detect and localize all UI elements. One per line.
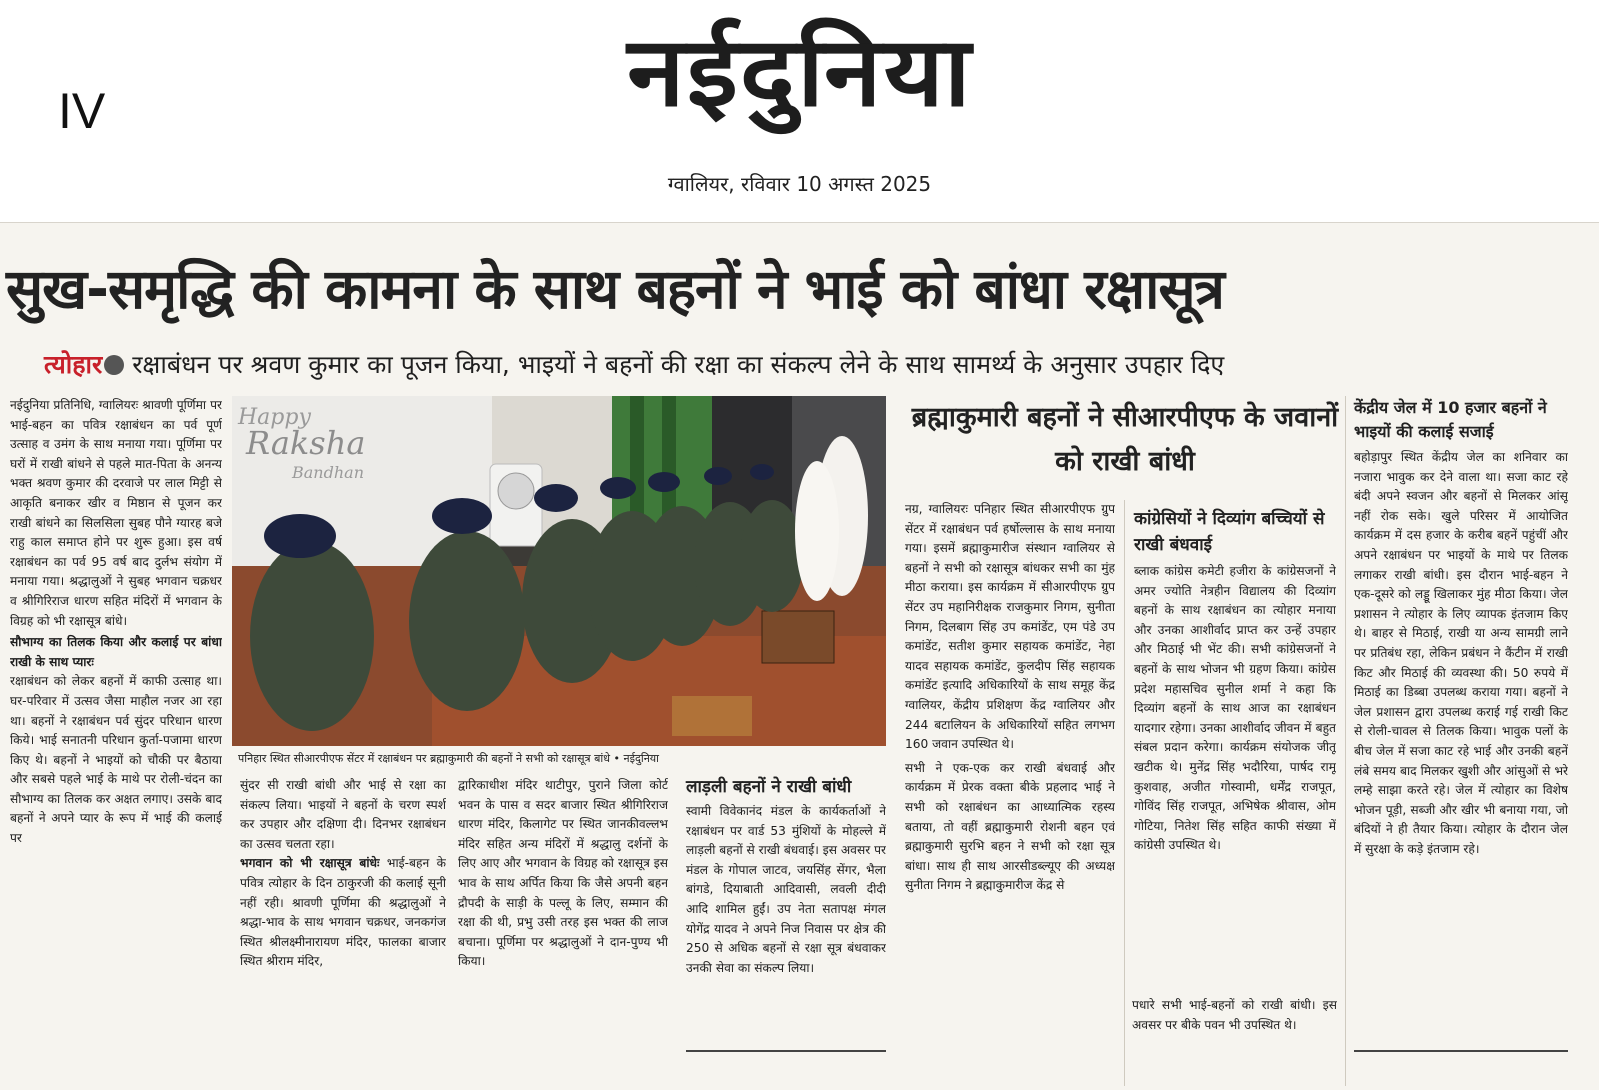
crpf-para-2: सभी ने एक-एक कर राखी बंधवाई और कार्यक्रम में प्रेरक वक्ता बीके प्रहलाद भाई ने सभी को रक्षाबंधन का आध्यात्मिक रहस्य बताया, तो वहीं ब्रह्माकुमारी रोशनी बहन एवं ब्रह्माकुमारी सुरभि बहन ने सभी को रक्षा सूत्र बांधा। साथ ही साथ आरसीडब्ल्यूए की अध्यक्ष सुनीता निगम ने ब्रह्माकुमारीज केंद्र से [905, 760, 1115, 893]
photo-caption: पनिहार स्थित सीआरपीएफ सेंटर में रक्षाबंधन पर ब्रह्माकुमारी की बहनों ने सभी को रक्षासूत्र बांधे • नईदुनिया [238, 752, 660, 765]
banner-happy: Happy [238, 405, 311, 430]
banner-bandhan: Bandhan [292, 463, 364, 482]
crpf-para-1: नग्र, ग्वालियरः पनिहार स्थित सीआरपीएफ ग्रुप सेंटर में रक्षाबंधन पर्व हर्षोल्लास के साथ मनाया गया। इसमें ब्रह्माकुमारीज संस्थान ग्वालियर से बहनों ने सभी को रक्षासूत्र बांधकर सभी का मुंह मीठा कराया। इस कार्यक्रम में सीआरपीएफ ग्रुप सेंटर उप महानिरीक्षक राजकुमार निगम, सुनीता निगम, दिलबाग सिंह उप कमांडेंट, एम पंडे उप कमांडेंट, सतीश कुमार सहायक कमांडेंट, नेहा यादव सहायक कमांडेंट, कुलदीप सिंह सहायक कमांडेंट इत्यादि अधिकारियों के साथ समूह केंद्र ग्वालियर, केंद्रीय प्रशिक्षण केंद्र ग्वालियर और 244 बटालियन के अधिकारियों सहित लगभग 160 जवान उपस्थित थे। [905, 502, 1115, 752]
col1-para-1: नईदुनिया प्रतिनिधि, ग्वालियरः श्रावणी पूर्णिमा पर भाई-बहन का पवित्र रक्षाबंधन का पर्व पूर्ण उत्साह व उमंग के साथ मनाया गया। पूर्णिमा पर घरों में राखी बांधने से पहले मात-पिता के अनन्य भक्त श्रवण कुमार की दरवाजे पर लाल मिट्टी से आकृति बनाकर खीर व मिष्ठान से पूजन कर राखी बांधने का सिलसिला सुबह पौने ग्यारह बजे राहु काल समाप्त होने पर शुरू हुआ। इस वर्ष रक्षाबंधन का पर्व 95 वर्ष बाद दुर्लभ संयोग में मनाया गया। श्रद्धालुओं ने सुबह भगवान चक्रधर व श्रीगिरिराज धारण सहित मंदिरों में भगवान के विग्रह को भी रक्षासूत्र बांधे। [10, 398, 222, 628]
rule-ladli [686, 1050, 886, 1052]
col2-para-1: सुंदर सी राखी बांधी और भाई से रक्षा का संकल्प लिया। भाइयों ने बहनों के चरण स्पर्श कर उपहार और दक्षिणा दी। दिनभर रक्षाबंधन का उत्सव चलता रहा। [240, 778, 446, 851]
col2-subhead-text: भगवान को भी रक्षासूत्र बांधेः [240, 856, 380, 871]
col1-para-2: रक्षाबंधन को लेकर बहनों में काफी उत्साह था। घर-परिवार में उत्सव जैसा माहौल नजर आ रहा था। बहनों ने रक्षाबंधन पर्व सुंदर परिधान धारण किये। भाई सनातनी परिधान कुर्ता-पजामा धारण किए थे। बहनों ने भाइयों को चौकी पर बैठाया और सबसे पहले भाई के माथे पर रोली-चंदन का सौभाग्य का तिलक कर अक्षत लगाए। उसके बाद बहनों ने अपने प्यार के रूप में भाई की कलाई पर [10, 674, 222, 846]
deck-text: रक्षाबंधन पर श्रवण कुमार का पूजन किया, भाइयों ने बहनों की रक्षा का संकल्प लेने के साथ सामर्थ्य के अनुसार उपहार दिए [132, 350, 1225, 379]
masthead: नईदुनिया [627, 16, 973, 128]
story-ladli-body [686, 802, 886, 1052]
story-crpf-col-b [1132, 996, 1337, 1086]
story-jail-body [1354, 448, 1568, 1048]
deck-tag: त्योहार [44, 350, 103, 379]
column-2 [240, 776, 446, 1088]
col2-subhead [240, 854, 446, 972]
story-congress-body [1134, 562, 1336, 988]
column-divider [1345, 396, 1346, 1086]
col2-para-2: भाई-बहन के पवित्र त्योहार के दिन ठाकुरजी की कलाई सूनी नहीं रही। श्रावणी पूर्णिमा की श्रद्धालुओं ने श्रद्धा-भाव के साथ भगवान चक्रधर, जनकगंज स्थित श्रीलक्ष्मीनारायण मंदिर, फालका बाजार स्थित श्रीराम मंदिर, [240, 856, 446, 969]
headline: सुख-समृद्धि की कामना के साथ बहनों ने भाई को बांधा रक्षासूत्र [6, 257, 1224, 321]
col4-para-1: स्वामी विवेकानंद मंडल के कार्यकर्ताओं ने रक्षाबंधन पर वार्ड 53 मुंशियों के मोहल्ले में लाड़ली बहनों से राखी बंधवाई। इस अवसर पर मंडल के गोपाल जाटव, जयसिंह सेंगर, भैला बांगडे, दियाबाती आदिवासी, लवली दीदी आदि शामिल हुईं। उप नेता सतापक्ष मंगल योगेंद्र यादव ने अपने निज निवास पर क्षेत्र की 250 से अधिक बहनों से रक्षा सूत्र बंधवाकर उनकी सेवा का संकल्प लिया। [686, 804, 886, 975]
bullet-dot [104, 355, 124, 375]
col1-subhead: सौभाग्य का तिलक किया और कलाई पर बांधा राखी के साथ प्यारः [10, 635, 222, 669]
story-crpf-col-a [905, 500, 1115, 1086]
dateline: ग्वालियर, रविवार 10 अगस्त 2025 [667, 172, 932, 196]
story-crpf-title: ब्रह्माकुमारी बहनों ने सीआरपीएफ के जवानों को राखी बांधी [911, 402, 1339, 477]
congress-para-1: ब्लाक कांग्रेस कमेटी हजीरा के कांग्रेसजनों ने अमर ज्योति नेत्रहीन विद्यालय की दिव्यांग बहनों के साथ रक्षाबंधन का त्योहार मनाया और उनका आशीर्वाद प्राप्त कर उन्हें उपहार और मिठाई भी भेंट की। सभी कांग्रेसजनों ने बहनों के साथ भोजन भी ग्रहण किया। कांग्रेस प्रदेश महासचिव सुनील शर्मा ने कहा कि दिव्यांग बहनों के साथ आज का रक्षाबंधन यादगार रहेगा। उनका आशीर्वाद जीवन में बहुत संबल प्रदान करेगा। कार्यक्रम संयोजक जीतू खटीक थे। मुनेंद्र सिंह भदौरिया, पार्षद रामू कुशवाह, अजीत गोस्वामी, धर्मेंद्र राजपूत, गोविंद सिंह राजपूत, अभिषेक श्रीवास, ओम गोटिया, नितेश सिंह सहित काफी संख्या में कांग्रेसी उपस्थित थे। [1134, 564, 1336, 853]
story-jail-title: केंद्रीय जेल में 10 हजार बहनों ने भाइयों की कलाई सजाई [1354, 398, 1547, 441]
photo [232, 396, 886, 746]
crpf-para-3: पधारे सभी भाई-बहनों को राखी बांधी। इस अवसर पर बीके पवन भी उपस्थित थे। [1132, 998, 1337, 1032]
col3-para-1: द्वारिकाधीश मंदिर थाटीपुर, पुराने जिला कोर्ट भवन के पास व सदर बाजार स्थित श्रीगिरिराज धारण मंदिर, किलागेट पर स्थित जानकीवल्लभ मंदिर सहित अन्य मंदिरों में श्रद्धालु दर्शनों के लिए आए और भगवान के विग्रह को रक्षासूत्र इस भाव के साथ अर्पित किया कि जैसे अपनी बहन द्रौपदी के साड़ी के पल्लू के लिए, सम्मान की रक्षा की थी, प्रभु उसी तरह इस भक्त की लाज बचाना। पूर्णिमा पर श्रद्धालुओं ने दान-पुण्य भी किया। [458, 778, 668, 969]
column-3 [458, 776, 668, 1088]
rule-jail [1354, 1050, 1568, 1052]
column-divider [1124, 500, 1125, 1086]
story-congress-title: कांग्रेसियों ने दिव्यांग बच्चियों से राखी बंधवाई [1134, 509, 1325, 555]
jail-para-1: बहोड़ापुर स्थित केंद्रीय जेल का शनिवार का नजारा भावुक कर देने वाला था। सजा काट रहे बंदी अपने स्वजन और बहनों से मिलकर आंसू नहीं रोक सके। खुले परिसर में आयोजित कार्यक्रम में दस हजार के करीब बहनें पहुंचीं और अपने रक्षाबंधन पर भाइयों के माथे पर तिलक लगाकर राखी बांधी। इस दौरान भाई-बहन ने एक-दूसरे को लड्डू खिलाकर मुंह मीठा किया। जेल प्रशासन ने त्योहार के लिए व्यापक इंतजाम किए थे। बाहर से मिठाई, राखी या अन्य सामग्री लाने पर प्रतिबंध रहा, लेकिन प्रबंधन ने कैंटीन में राखी किट और मिठाई की व्यवस्था की। 50 रुपये में मिठाई का डिब्बा उपलब्ध कराया गया। बहनों ने जेल प्रशासन द्वारा उपलब्ध कराई गई राखी किट से रोली-चावल से तिलक किया। भावुक पलों के बीच जेल में सजा काट रहे भाई और उनकी बहनें लंबे समय बाद मिलकर खुशी और आंसुओं से भरे लम्हे साझा करते रहे। जेल में त्योहार का विशेष भोजन पूड़ी, सब्जी और खीर भी बनाया गया, जो बंदियों ने ही तैयार किया। त्योहार के दौरान जेल में सुरक्षा के कड़े इंतजाम रहे। [1354, 450, 1568, 856]
subdeck [44, 346, 1584, 384]
banner-raksha: Raksha [246, 424, 366, 462]
column-1 [10, 396, 222, 1086]
page-number: IV [58, 83, 106, 139]
story-ladli-title: लाड़ली बहनों ने राखी बांधी [686, 777, 852, 797]
